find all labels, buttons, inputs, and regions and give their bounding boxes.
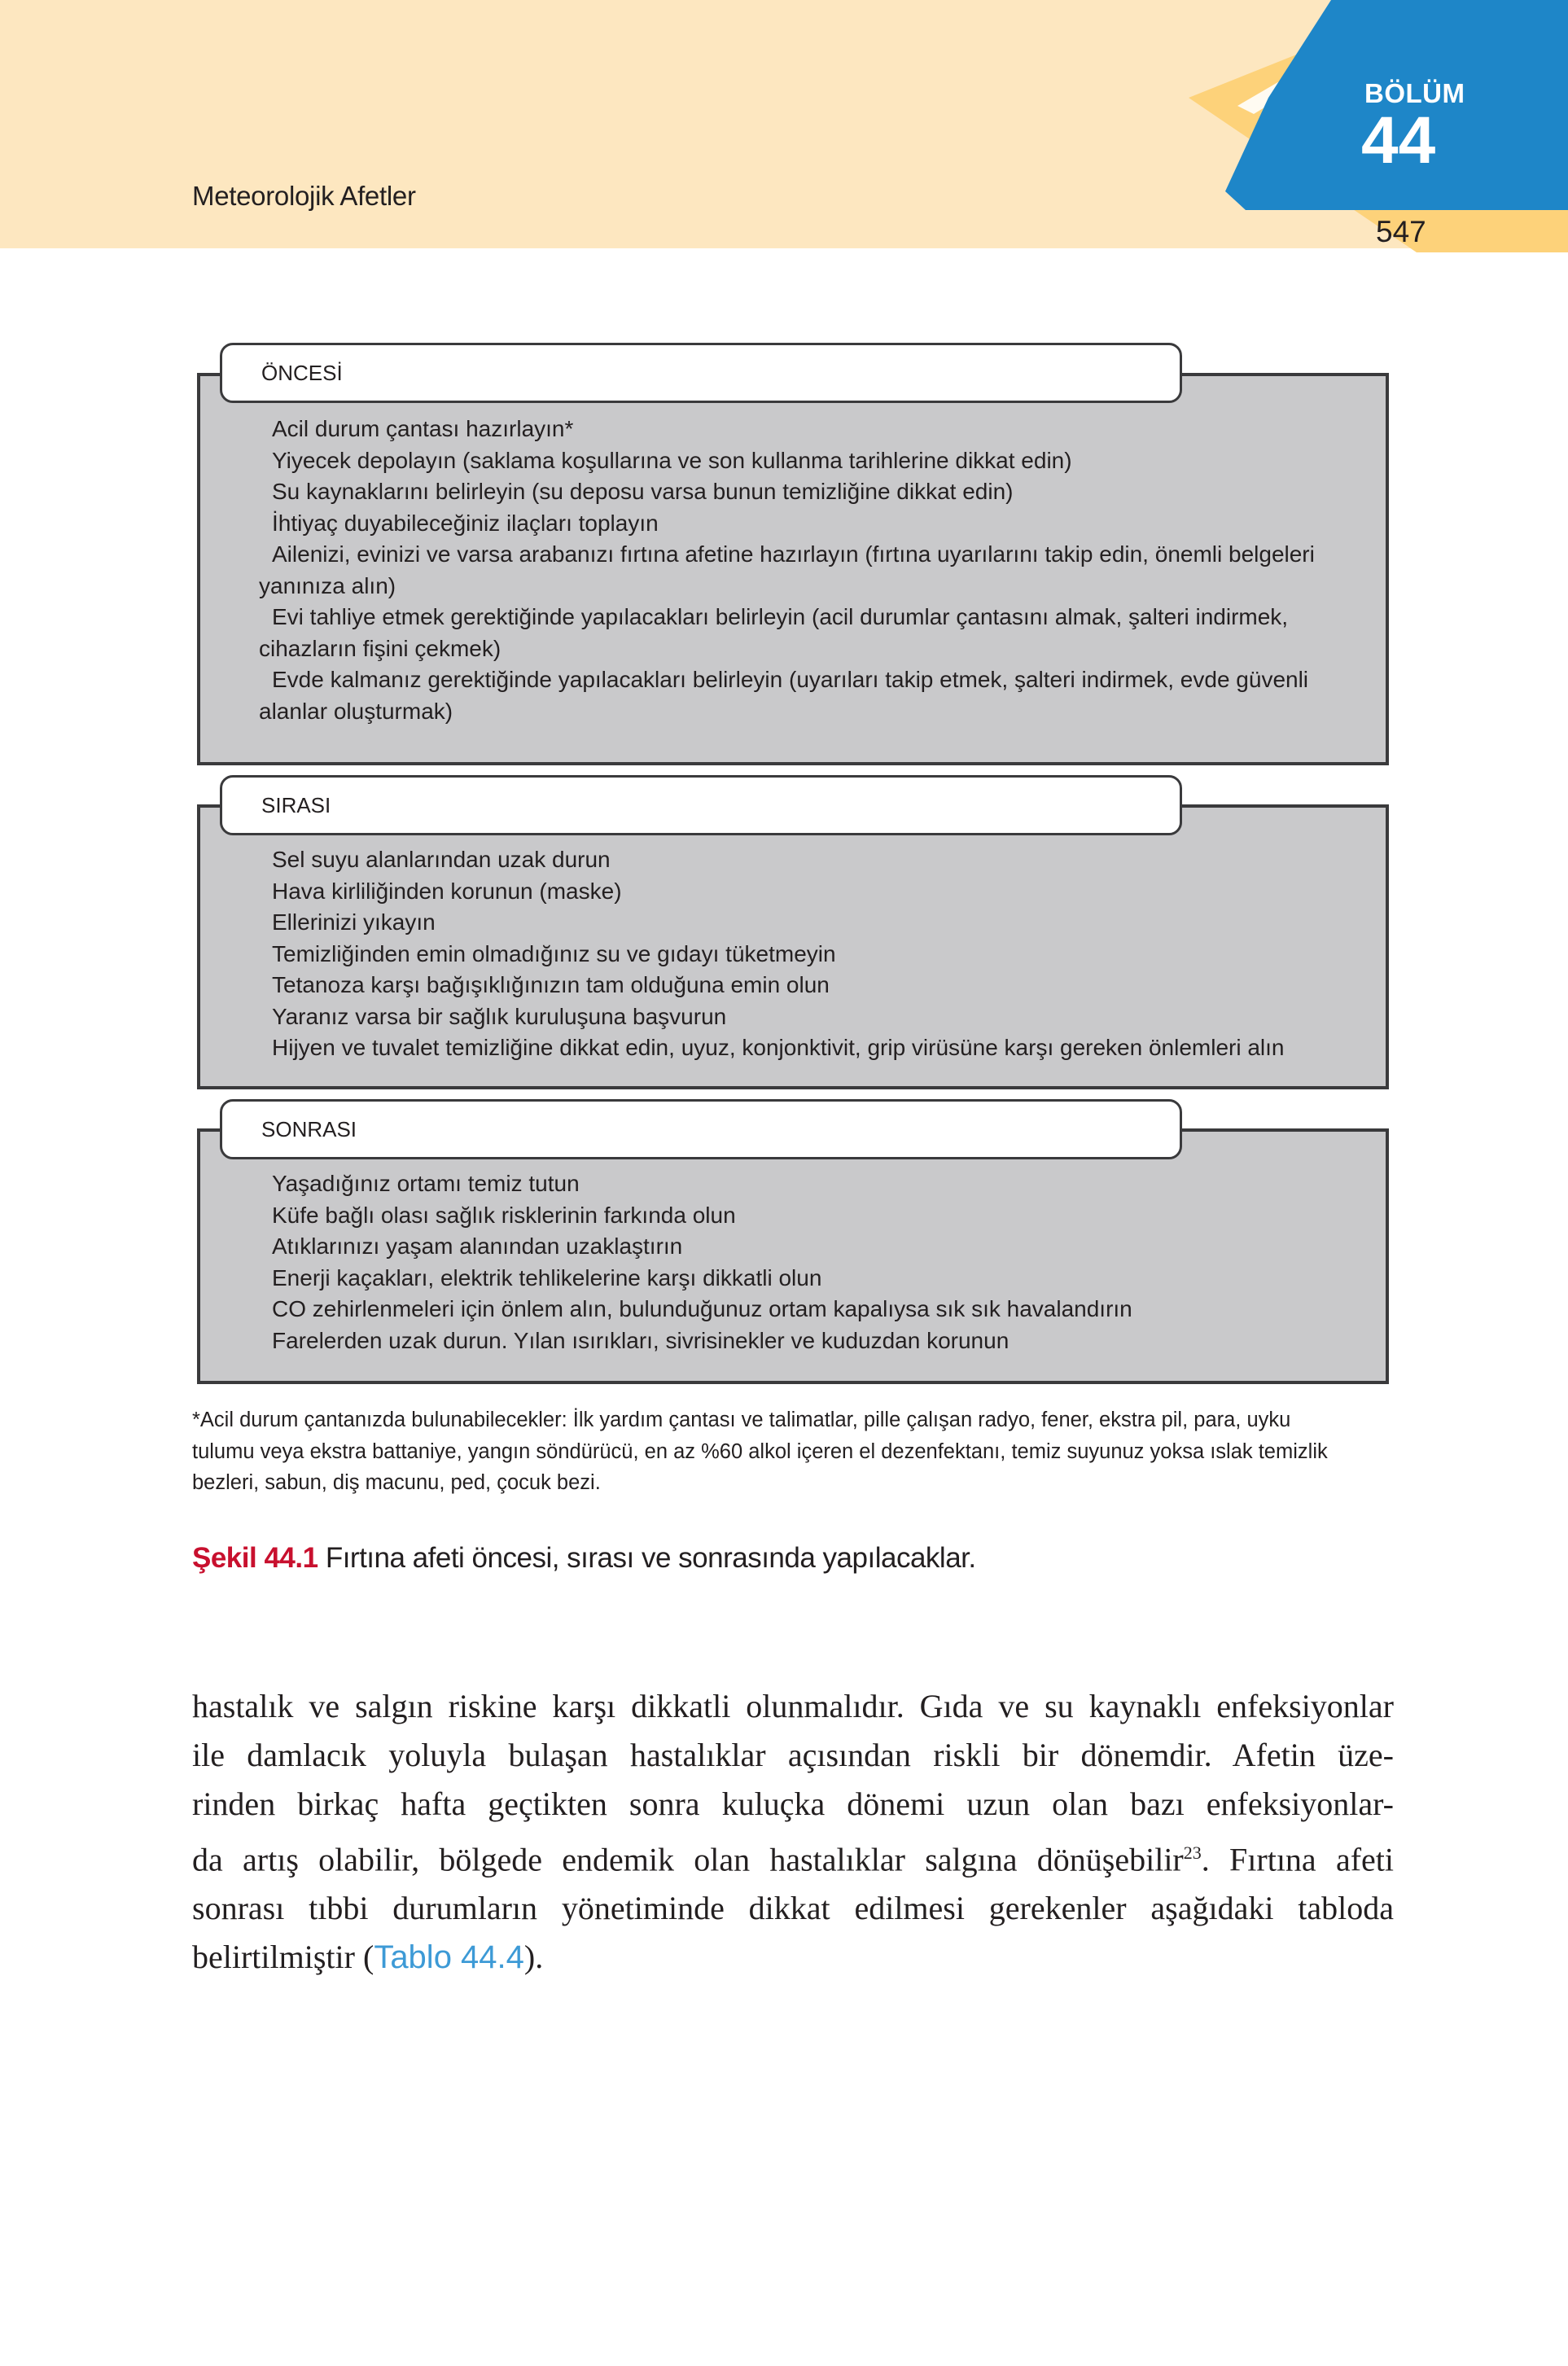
list-item: Yaşadığınız ortamı temiz tutun — [272, 1171, 580, 1196]
list-item: Hava kirliliğinden korunun (maske) — [272, 878, 622, 904]
footnote-line: *Acil durum çantanızda bulunabilecekler: İlk yardım çantası ve talimatlar, pille çalışan radyo, fener, ekstra pil, para, uyku — [192, 1409, 1291, 1431]
footnote-line: tulumu veya ekstra battaniye, yangın söndürücü, en az %60 alkol içeren el dezenfektanı, temiz suyunuz yoksa ıslak temizlik — [192, 1439, 1328, 1463]
body-text-span: belirtilmiştir ( — [192, 1939, 374, 1976]
list-item: Hijyen ve tuvalet temizliğine dikkat edin, uyuz, konjonktivit, grip virüsüne karşı gereken önlemleri alın — [272, 1035, 1285, 1060]
body-text-span: ). — [523, 1939, 544, 1976]
list-item: Yiyecek depolayın (saklama koşullarına ve son kullanma tarihlerine dikkat edin) — [272, 447, 1072, 473]
list-item: Sel suyu alanlarından uzak durun — [272, 847, 611, 872]
list-item: CO zehirlenmeleri için önlem alın, bulunduğunuz ortam kapalıysa sık sık havalandırın — [272, 1296, 1132, 1321]
list-item: Farelerden uzak durun. Yılan ısırıkları, sivrisinekler ve kuduzdan korunun — [272, 1327, 1010, 1353]
body-line: ile damlacık yoluyla bulaşan hastalıklar açısından riskli bir dönemdir. Afetin üze- — [192, 1737, 1394, 1773]
list-item: Evi tahliye etmek gerektiğinde yapılacakları belirleyin (acil durumlar çantasını almak, şalteri indirmek, — [272, 604, 1289, 629]
list-item: Atıklarınızı yaşam alanından uzaklaştırın — [272, 1233, 683, 1259]
body-paragraph — [192, 1682, 1394, 1982]
section-tab-sirasi — [220, 775, 1182, 835]
list-item: İhtiyaç duyabileceğiniz ilaçları toplayın — [272, 510, 659, 536]
list-item: Ellerinizi yıkayın — [272, 909, 436, 935]
section-list-sonrasi — [272, 1168, 1355, 1356]
section-list-oncesi — [259, 414, 1355, 727]
running-title: Meteorolojik Afetler — [192, 181, 416, 211]
caption-label: Şekil 44.1 — [192, 1542, 318, 1574]
chapter-word: BÖLÜM — [1364, 78, 1465, 108]
chapter-number: 44 — [1361, 103, 1436, 177]
body-line — [192, 1829, 1394, 1884]
list-item: Tetanoza karşı bağışıklığınızın tam olduğuna emin olun — [272, 972, 830, 997]
list-item: Yaranız varsa bir sağlık kuruluşuna başvurun — [272, 1003, 727, 1029]
citation-superscript[interactable]: 23 — [1183, 1842, 1202, 1863]
list-item-continuation: yanınıza alın) — [259, 572, 396, 598]
body-line: hastalık ve salgın riskine karşı dikkatli olunmalıdır. Gıda ve su kaynaklı enfeksiyonlar — [192, 1688, 1394, 1724]
list-item: Acil durum çantası hazırlayın* — [272, 416, 574, 441]
list-item: Temizliğinden emin olmadığınız su ve gıdayı tüketmeyin — [272, 940, 836, 966]
table-reference-link[interactable]: Tablo 44.4 — [374, 1939, 524, 1976]
footnote-line: bezleri, sabun, diş macunu, ped, çocuk bezi. — [192, 1471, 601, 1494]
figure-caption — [192, 1542, 976, 1575]
list-item: Küfe bağlı olası sağlık risklerinin farkında olun — [272, 1202, 736, 1228]
caption-text: Fırtına afeti öncesi, sırası ve sonrasında yapılacaklar. — [325, 1542, 976, 1574]
page-number: 547 — [1376, 215, 1426, 248]
body-text-span: da artış olabilir, bölgede endemik olan hastalıklar salgına dönüşebilir — [192, 1841, 1184, 1878]
list-item-continuation: alanlar oluşturmak) — [259, 698, 453, 724]
figure-footnote — [192, 1404, 1397, 1499]
section-title: SONRASI — [261, 1116, 357, 1141]
section-title: SIRASI — [261, 792, 331, 817]
list-item-continuation: cihazların fişini çekmek) — [259, 635, 501, 661]
section-tab-sonrasi — [220, 1099, 1182, 1159]
body-line: sonrası tıbbi durumların yönetiminde dikkat edilmesi gerekenler aşağıdaki tabloda — [192, 1890, 1394, 1927]
body-line — [192, 1933, 1394, 1982]
section-list-sirasi — [272, 844, 1355, 1064]
section-tab-oncesi — [220, 343, 1182, 403]
section-title: ÖNCESİ — [261, 360, 343, 385]
body-text-span: . Fırtına afeti — [1201, 1841, 1395, 1878]
body-line: rinden birkaç hafta geçtikten sonra kuluçka dönemi uzun olan bazı enfeksiyonlar- — [192, 1785, 1394, 1822]
list-item: Su kaynaklarını belirleyin (su deposu varsa bunun temizliğine dikkat edin) — [272, 479, 1014, 504]
list-item: Evde kalmanız gerektiğinde yapılacakları belirleyin (uyarıları takip etmek, şalteri indirmek, evde güvenli — [272, 667, 1309, 692]
list-item: Ailenizi, evinizi ve varsa arabanızı fırtına afetine hazırlayın (fırtına uyarılarını takip edin, önemli belgeleri — [272, 541, 1315, 567]
list-item: Enerji kaçakları, elektrik tehlikelerine karşı dikkatli olun — [272, 1264, 822, 1290]
